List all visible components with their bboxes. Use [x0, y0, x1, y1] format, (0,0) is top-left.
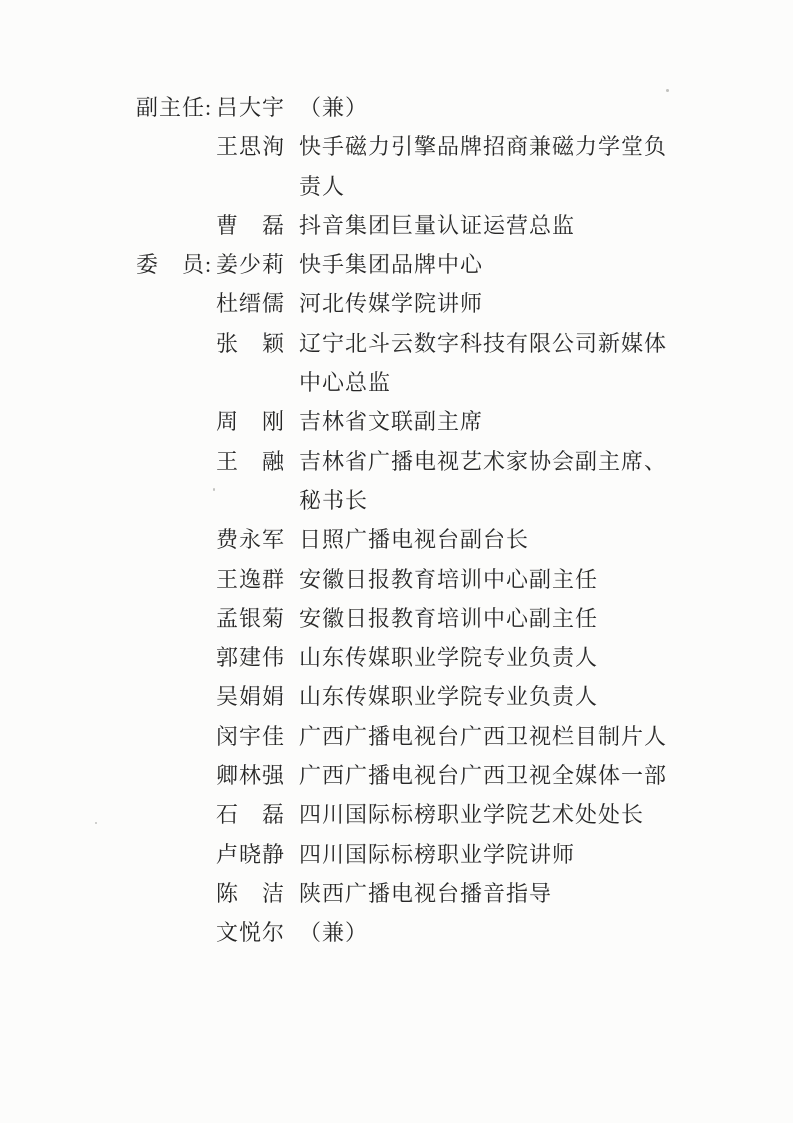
- member-name: 吕大宇: [216, 95, 286, 120]
- scan-speck: [666, 89, 669, 92]
- scan-speck: [213, 488, 215, 491]
- member-row: [136, 560, 696, 599]
- member-name: 卢晓静: [216, 841, 286, 867]
- member-row: [136, 756, 696, 795]
- member-row: [136, 402, 696, 441]
- member-name: 郭建伟: [216, 645, 286, 671]
- member-name: 费永军: [216, 527, 286, 553]
- member-name: 吴娟娟: [216, 684, 286, 710]
- member-title: 四川国际标榜职业学院讲师: [299, 841, 576, 867]
- row-label: 副主任:: [136, 95, 213, 120]
- member-title: 广西广播电视台广西卫视全媒体一部: [299, 763, 668, 789]
- scan-speck: [95, 822, 97, 824]
- member-row: [136, 599, 696, 638]
- member-title: 吉林省广播电视艺术家协会副主席、秘书长: [299, 448, 668, 513]
- member-title: （兼）: [299, 95, 369, 120]
- member-title: 安徽日报教育培训中心副主任: [299, 605, 599, 631]
- member-row: [136, 88, 696, 127]
- member-row: [136, 638, 696, 677]
- member-row: [136, 206, 696, 245]
- member-row: [136, 717, 696, 756]
- member-title: 四川国际标榜职业学院艺术处处长: [299, 802, 645, 828]
- member-title: 快手集团品牌中心: [299, 252, 484, 278]
- member-row: [136, 284, 696, 323]
- member-row: [136, 913, 696, 952]
- member-name: 张 颖: [216, 330, 286, 356]
- member-title: 辽宁北斗云数字科技有限公司新媒体中心总监: [299, 330, 668, 396]
- member-name: 孟银菊: [216, 605, 286, 631]
- member-list: [136, 88, 696, 953]
- row-label: 委 员:: [136, 252, 213, 278]
- member-name: 王思洵: [216, 134, 286, 160]
- member-row: [136, 835, 696, 874]
- member-title: 山东传媒职业学院专业负责人: [299, 645, 599, 671]
- member-name: 文悦尔: [216, 920, 286, 946]
- member-name: 卿林强: [216, 763, 286, 789]
- member-name: 王 融: [216, 448, 286, 474]
- member-title: 陕西广播电视台播音指导: [299, 880, 553, 906]
- member-row: [136, 520, 696, 559]
- member-name: 姜少莉: [216, 252, 286, 278]
- member-row: [136, 324, 696, 403]
- member-name: 闵宇佳: [216, 723, 286, 749]
- member-title: 抖音集团巨量认证运营总监: [299, 212, 576, 238]
- member-name: 杜缙儒: [216, 291, 286, 317]
- member-name: 石 磊: [216, 802, 286, 828]
- member-title: 日照广播电视台副台长: [299, 527, 530, 553]
- member-title: 河北传媒学院讲师: [299, 291, 484, 317]
- member-title: （兼）: [299, 920, 369, 946]
- member-name: 王逸群: [216, 566, 286, 592]
- member-name: 陈 洁: [216, 880, 286, 906]
- member-title: 快手磁力引擎品牌招商兼磁力学堂负责人: [299, 134, 668, 199]
- member-name: 曹 磊: [216, 212, 286, 238]
- member-row: [136, 127, 696, 206]
- member-title: 安徽日报教育培训中心副主任: [299, 566, 599, 592]
- member-title: 山东传媒职业学院专业负责人: [299, 684, 599, 710]
- member-title: 吉林省文联副主席: [299, 409, 484, 435]
- member-row: [136, 874, 696, 913]
- member-title: 广西广播电视台广西卫视栏目制片人: [299, 723, 668, 749]
- member-row: [136, 795, 696, 834]
- member-name: 周 刚: [216, 409, 286, 435]
- member-row: [136, 245, 696, 284]
- member-row: [136, 442, 696, 521]
- member-row: [136, 677, 696, 716]
